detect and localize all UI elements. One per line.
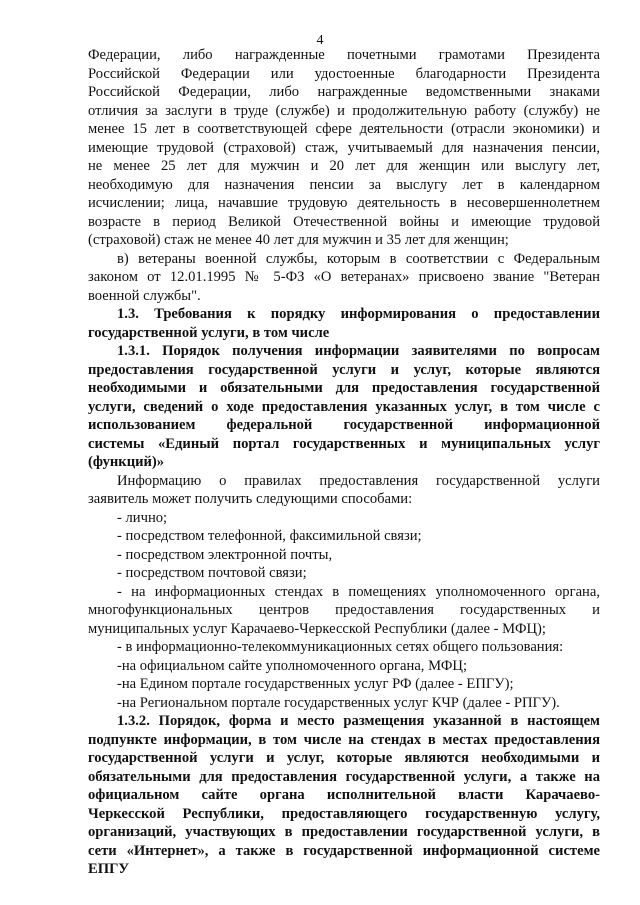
text-line: Черкесской Республики, предоставляющего государственную услугу,: [88, 805, 600, 822]
page-number: 4: [316, 33, 324, 48]
text-line: - в информационно-телекоммуникационных сетях общего пользования:: [117, 639, 564, 655]
text-line: государственной услуги, в том числе: [88, 324, 330, 341]
text-line: Федерации, либо награжденные почетными грамотами Президента: [88, 47, 600, 63]
text-line: необходимую для назначения пенсии за выслугу лет в календарном: [88, 176, 600, 193]
text-line: использованием федеральной государственной информационной: [88, 417, 600, 433]
text-line: обязательными для предоставления государственной услуги, а также на: [88, 768, 600, 785]
text-line: муниципальных услуг Карачаево-Черкесской Республики (далее - МФЦ);: [88, 620, 546, 637]
text-line: услуги, сведений о ходе предоставления указанных услуг, в том числе с: [88, 398, 600, 415]
text-line: (функций)»: [88, 454, 165, 470]
text-line: ЕПГУ: [88, 861, 130, 877]
text-line: - посредством телефонной, факсимильной связи;: [117, 528, 422, 544]
text-line: Российской Федерации, либо награжденные ведомственными знаками: [88, 84, 600, 100]
text-line: возрасте в период Великой Отечественной войны и имеющие трудовой: [88, 213, 600, 230]
text-line: 1.3. Требования к порядку информирования о предоставлении: [117, 306, 600, 322]
text-line: Информацию о правилах предоставления государственной услуги: [117, 472, 600, 489]
text-line: (страховой) стаж не менее 40 лет для мужчин и 35 лет для женщин;: [88, 232, 509, 248]
text-line: сети «Интернет», а также в государственной информационной системе: [88, 842, 600, 859]
text-line: менее 15 лет в соответствующей сфере деятельности (отрасли экономики) и: [88, 121, 600, 137]
text-line: организаций, участвующих в предоставлении государственной услуги, в: [88, 824, 600, 840]
document-body: [88, 46, 600, 879]
text-line: государственной услуги и услуг, которые являются необходимыми и: [88, 750, 600, 766]
text-line: 1.3.1. Порядок получения информации заявителями по вопросам: [117, 343, 600, 359]
text-line: системы «Единый портал государственных и муниципальных услуг: [88, 435, 600, 452]
text-line: -на Едином портале государственных услуг РФ (далее - ЕПГУ);: [117, 676, 514, 692]
text-line: имеющие трудовой (страховой) стаж, учитываемый для назначения пенсии,: [88, 139, 600, 156]
text-line: - на информационных стендах в помещениях уполномоченного органа,: [117, 583, 600, 600]
text-line: Российской Федерации или удостоенные благодарности Президента: [88, 65, 600, 82]
text-line: отличия за заслуги в труде (службе) и продолжительную работу (службу) не: [88, 102, 600, 119]
text-line: исчислении; лица, начавшие трудовую деятельность в несовершеннолетнем: [88, 195, 600, 211]
text-line: заявитель может получить следующими способами:: [88, 491, 413, 507]
text-line: - посредством электронной почты,: [117, 546, 333, 563]
text-line: не менее 25 лет для мужчин и 20 лет для женщин или выслугу лет,: [88, 158, 600, 174]
text-line: подпункте информации, в том числе на стендах в местах предоставления: [88, 731, 600, 748]
text-line: - лично;: [117, 509, 168, 526]
text-line: военной службы".: [88, 287, 201, 304]
text-line: -на Региональном портале государственных услуг КЧР (далее - РПГУ).: [117, 694, 560, 711]
text-line: законом от 12.01.1995 № 5-ФЗ «О ветеранах» присвоено звание "Ветеран: [88, 269, 600, 285]
text-line: многофункциональных центров предоставления государственных и: [88, 602, 600, 618]
text-line: в) ветераны военной службы, которым в соответствии с Федеральным: [117, 250, 600, 267]
text-line: официальном сайте органа исполнительной власти Карачаево-: [88, 787, 600, 803]
text-line: 1.3.2. Порядок, форма и место размещения указанной в настоящем: [117, 713, 600, 729]
text-line: - посредством почтовой связи;: [117, 565, 307, 581]
text-line: -на официальном сайте уполномоченного органа, МФЦ;: [117, 657, 468, 674]
text-line: предоставления государственной услуги и услуг, которые являются: [88, 361, 600, 378]
text-line: необходимыми и обязательными для предоставления государственной: [88, 380, 600, 396]
